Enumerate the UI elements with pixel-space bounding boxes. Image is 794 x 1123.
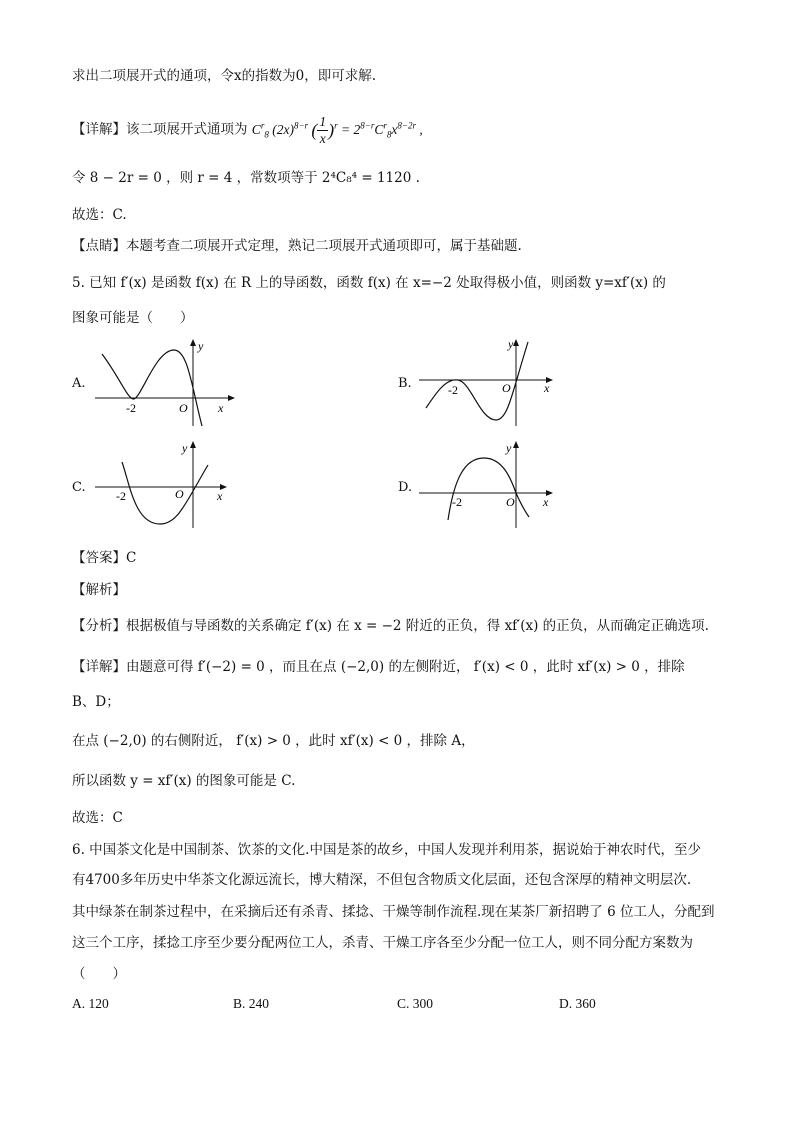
answer-line: 【答案】C [72,550,137,566]
y-axis-label: y [198,339,204,353]
y-axis-label: y [508,338,514,351]
x-axis-label: x [544,381,550,395]
graph-b [416,338,561,430]
tick-label: -2 [448,383,458,397]
graph-d [416,440,561,532]
y-axis-label: y [182,441,188,455]
text-line: 【点睛】本题考查二项展开式定理，熟记二项展开式通项即可，属于基础题. [72,238,522,254]
tick-label: -2 [116,489,126,503]
question-6-line: 这三个工序，揉捻工序至少要分配两位工人，杀青、干燥工序各至少分配一位工人，则不同分配方案数为 [72,935,693,951]
option-b: B. 240 [233,996,270,1011]
origin-label: O [506,495,515,509]
y-axis-label: y [506,441,512,455]
text-line: 在点 (−2,0) 的右侧附近， f′(x) > 0 ，此时 xf′(x) < 0 ，排除 A， [72,733,475,749]
option-d: D. 360 [559,996,596,1011]
option-a: A. 120 [72,996,109,1011]
tick-label: -2 [452,495,462,509]
text-line: 求出二项展开式的通项，令x的指数为0，即可求解. [72,68,376,84]
text-line: 所以函数 y = xf′(x) 的图象可能是 C. [72,773,296,789]
text-line: 【详解】由题意可得 f′(−2) = 0 ，而且在点 (−2,0) 的左侧附近， f′(x) < 0 ，此时 xf′(x) > 0 ，排除 [72,659,685,675]
x-axis-label: x [218,401,224,415]
option-b-label: B. [398,376,412,391]
question-6-line: 有4700多年历史中华茶文化源远流长，博大精深，不但包含物质文化层面，还包含深厚的精神文明层次. [72,872,692,888]
question-6-line: 其中绿茶在制茶过程中，在采摘后还有杀青、揉捻、干燥等制作流程.现在某茶厂新招聘了 6 位工人，分配到 [72,904,715,920]
origin-label: O [502,381,511,395]
question-5-line: 图象可能是（ ） [72,310,194,326]
x-axis-label: x [217,489,223,503]
question-5-line: 5. 已知 f′(x) 是函数 f(x) 在 R 上的导函数，函数 f(x) 在 x=−2 处取得极小值，则函数 y=xf′(x) 的 [72,275,666,291]
text-line: 【分析】根据极值与导函数的关系确定 f′(x) 在 x = −2 附近的正负，得 xf′(x) 的正负，从而确定正确选项. [72,618,709,634]
text-line: B、D； [72,694,120,710]
tick-label: -2 [126,401,136,415]
origin-label: O [175,487,184,501]
x-axis-label: x [543,495,549,509]
origin-label: O [179,401,188,415]
option-c-label: C. [72,480,86,495]
option-d-label: D. [398,480,413,495]
graph-c [90,440,240,532]
analysis-heading: 【解析】 [72,582,126,598]
binomial-formula: $C^r_8$ $(2x)^{8-r}$ ( $\frac{1}{x}$ )$^r = 2^{8-r}C^r_8x^{8-2r}$ , [251,114,423,146]
question-6-line: 6. 中国茶文化是中国制茶、饮茶的文化.中国是茶的故乡，中国人发现并利用茶，据说始于神农时代，至少 [72,842,701,858]
graph-a [90,338,240,428]
detail-prefix: 【详解】该二项展开式通项为 [72,121,248,138]
detail-formula-line [72,114,423,147]
question-6-line: （ ） [72,966,126,982]
text-line: 故选：C [72,810,123,826]
option-c: C. 300 [397,996,434,1011]
option-a-label: A. [72,376,86,391]
text-line: 故选：C. [72,207,127,223]
text-line: 令 8 − 2r = 0 ，则 r = 4 ，常数项等于 2⁴C₈⁴ = 1120 . [72,170,420,186]
